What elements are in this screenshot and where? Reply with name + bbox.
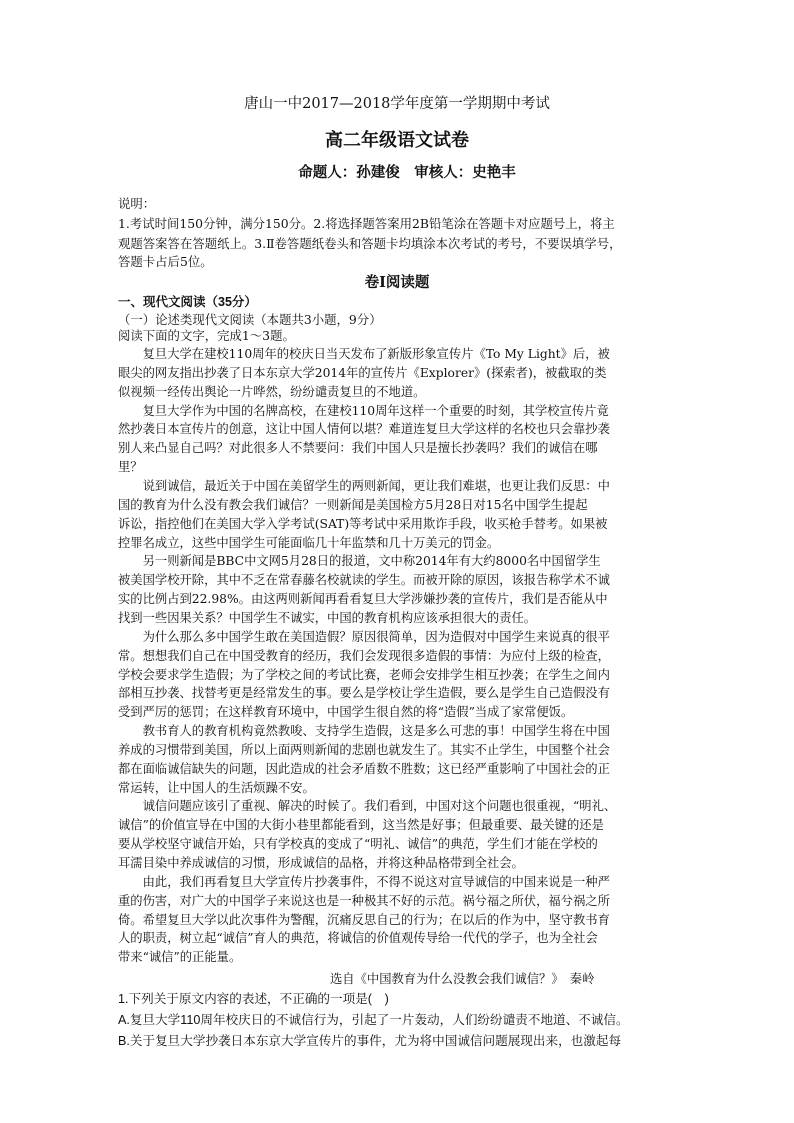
passage-line: 眼尖的网友指出抄袭了日本东京大学2014年的宣传片《Explorer》(探索者)，被截取的类: [118, 365, 607, 380]
instructions-line: 1.考试时间150分钟，满分150分。2.将选择题答案用2B铅笔涂在答题卡对应题号上，将主: [118, 216, 615, 231]
passage-line: 教书育人的教育机构竟然教唆、支持学生造假，这是多么可悲的事！中国学生将在中国: [118, 724, 610, 738]
passage-line: 常。想想我们自己在中国受教育的经历，我们会发现很多造假的事情：为应付上级的检查，: [118, 648, 610, 663]
instructions-line: 观题答案答在答题纸上。3.Ⅱ卷答题纸卷头和答题卡均填涂本次考试的考号，不要误填学号，: [118, 236, 622, 251]
section-heading: 卷Ⅰ阅读题: [364, 274, 430, 291]
passage-line: 控罪名成立，这些中国学生可能面临几十年监禁和几十万美元的罚金。: [118, 535, 500, 550]
part-title: 一、现代文阅读（35分）: [118, 295, 257, 309]
question-1-stem: 1.下列关于原文内容的表述，不正确的一项是( ): [118, 992, 389, 1007]
passage-line: 实的比例占到22.98%。由这两则新闻再看看复旦大学涉嫌抄袭的宣传片，我们是否能从中: [118, 592, 608, 606]
sub-title: （一）论述类现代文阅读（本题共3小题，9分）: [118, 312, 382, 327]
question-1-option-a: A.复旦大学110周年校庆日的不诚信行为，引起了一片轰动，人们纷纷谴责不地道、不诚信。: [118, 1013, 629, 1028]
instructions-label: 说明：: [118, 196, 156, 211]
passage-line: 诚信”的价值宣导在中国的大街小巷里都能看到，这当然是好事；但最重要、最关键的还是: [118, 818, 604, 833]
passage-line: 为什么那么多中国学生敢在美国造假？原因很简单，因为造假对中国学生来说真的很平: [118, 629, 610, 644]
passage-line: 国的教育为什么没有教会我们诚信？一则新闻是美国检方5月28日对15名中国学生提起: [118, 497, 588, 512]
passage-line: 诚信问题应该引了重视、解决的时候了。我们看到，中国对这个问题也很重视，“明礼、: [118, 799, 617, 814]
passage-line: 受到严厉的惩罚；在这样教育环境中，中国学生很自然的将“造假”当成了家常便饭。: [118, 705, 574, 720]
authors-line: 命题人：孙建俊 审核人：史艳丰: [298, 164, 516, 181]
passage-line: 另一则新闻是BBC中文网5月28日的报道，文中称2014年有大约8000名中国留学生: [118, 554, 601, 569]
passage-line: 别人来凸显自己吗？对此很多人不禁要问：我们中国人只是擅长抄袭吗？我们的诚信在哪: [118, 441, 598, 456]
passage-line: 都在面临诚信缺失的问题，因此造成的社会矛盾数不胜数；这已经严重影响了中国社会的正: [118, 761, 610, 776]
passage-line: 学校会要求学生造假；为了学校之间的考试比赛，老师会安排学生相互抄袭；在学生之间内: [118, 667, 610, 682]
passage-line: 似视频一经传出舆论一片哗然，纷纷谴责复旦的不地道。: [118, 384, 426, 399]
passage-line: 然抄袭日本宣传片的创意，这让中国人情何以堪？难道连复旦大学这样的名校也只会靠抄袭: [118, 422, 610, 437]
passage-line: 要从学校坚守诚信开始，只有学校真的变成了“明礼、诚信”的典范，学生们才能在学校的: [118, 837, 598, 852]
passage-line: 诉讼，指控他们在美国大学入学考试(SAT)等考试中采用欺诈手段，收买枪手替考。如果被: [118, 516, 608, 531]
passage-line: 常运转，让中国人的生活烦躁不安。: [118, 780, 315, 795]
passage-line: 找到一些因果关系？中国学生不诚实，中国的教育机构应该承担很大的责任。: [118, 610, 537, 625]
passage-line: 由此，我们再看复旦大学宣传片抄袭事件，不得不说这对宣导诚信的中国来说是一种严: [118, 874, 610, 889]
reading-prompt: 阅读下面的文字，完成1～3题。: [118, 328, 295, 343]
passage-line: 部相互抄袭、找替考更是经常发生的事。要么是学校让学生造假，要么是学生自己造假没有: [118, 686, 610, 701]
passage-line: 倚。希望复旦大学以此次事件为警醒，沉痛反思自己的行为；在以后的作为中，坚守教书育: [118, 912, 610, 927]
passage-line: 复旦大学在建校110周年的校庆日当天发布了新版形象宣传片《To My Light》后，被: [118, 347, 610, 361]
exam-title: 唐山一中2017—2018学年度第一学期期中考试: [244, 96, 550, 112]
question-1-option-b: B.关于复旦大学抄袭日本东京大学宣传片的事件，尤为将中国诚信问题展现出来，也激起每: [118, 1034, 622, 1049]
passage-line: 里？: [118, 460, 143, 475]
passage-line: 人的职责，树立起“诚信”育人的典范，将诚信的价值观传导给一代代的学子，也为全社会: [118, 931, 598, 946]
passage-line: 耳濡目染中养成诚信的习惯，形成诚信的品格，并将这种品格带到全社会。: [118, 856, 524, 870]
passage-line: 重的伤害，对广大的中国学子来说这也是一种极其不好的示范。祸兮福之所伏，福兮祸之所: [118, 893, 610, 908]
source-citation: 选自《中国教育为什么没教会我们诚信？》 秦岭: [330, 972, 595, 987]
passage-line: 带来“诚信”的正能量。: [118, 950, 242, 965]
passage-line: 说到诚信，最近关于中国在美留学生的两则新闻，更让我们难堪，也更让我们反思：中: [118, 479, 610, 493]
instructions-line: 答题卡占后5位。: [118, 254, 213, 269]
passage-line: 复旦大学作为中国的名牌高校，在建校110周年这样一个重要的时刻，其学校宣传片竟: [118, 403, 609, 418]
passage-line: 养成的习惯带到美国，所以上面两则新闻的悲剧也就发生了。其实不止学生，中国整个社会: [118, 742, 610, 757]
paper-title: 高二年级语文试卷: [325, 130, 469, 151]
passage-line: 被美国学校开除，其中不乏在常春藤名校就读的学生。而被开除的原因，该报告称学术不诚: [118, 573, 610, 588]
